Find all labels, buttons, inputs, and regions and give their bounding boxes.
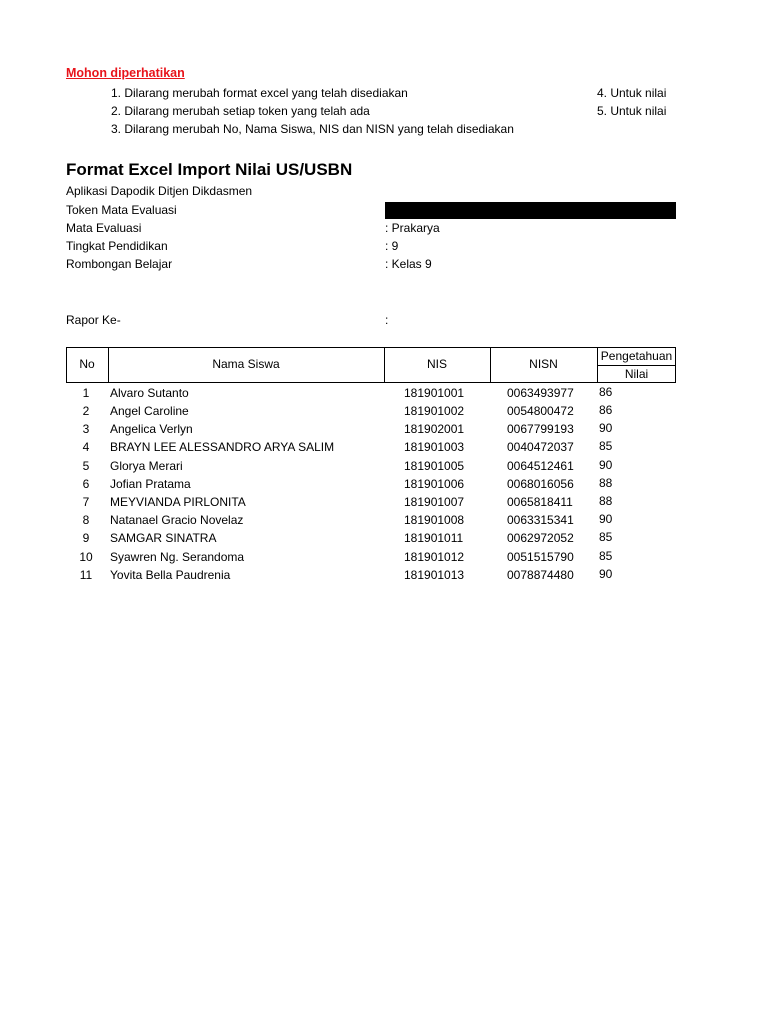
- cell-nilai[interactable]: 85: [599, 549, 613, 563]
- cell-nisn: 0068016056: [507, 477, 574, 491]
- cell-nilai[interactable]: 90: [599, 458, 613, 472]
- cell-no: 11: [79, 568, 93, 582]
- cell-nilai[interactable]: 88: [599, 494, 613, 508]
- cell-nis: 181901001: [404, 386, 465, 400]
- cell-nilai[interactable]: 90: [599, 421, 613, 435]
- header-no: No: [79, 357, 95, 371]
- cell-nisn: 0065818411: [507, 495, 573, 509]
- cell-nama: Glorya Merari: [110, 459, 183, 473]
- tingkat-value: : 9: [385, 239, 399, 253]
- rule-1: 1. Dilarang merubah format excel yang telah disediakan: [111, 86, 408, 100]
- cell-nis: 181901003: [404, 440, 465, 454]
- cell-nisn: 0040472037: [507, 440, 574, 454]
- page-title: Format Excel Import Nilai US/USBN: [66, 160, 353, 179]
- cell-nisn: 0063315341: [507, 513, 574, 527]
- cell-nilai[interactable]: 88: [599, 476, 613, 490]
- cell-nis: 181901013: [404, 568, 465, 582]
- cell-nisn: 0078874480: [507, 568, 574, 582]
- cell-nilai[interactable]: 85: [599, 530, 613, 544]
- cell-no: 8: [82, 513, 90, 527]
- cell-nis: 181901005: [404, 459, 465, 473]
- cell-nis: 181901008: [404, 513, 465, 527]
- notice-title: Mohon diperhatikan: [66, 66, 185, 80]
- cell-nama: BRAYN LEE ALESSANDRO ARYA SALIM: [110, 440, 335, 454]
- cell-nama: Angel Caroline: [110, 404, 189, 418]
- cell-nilai[interactable]: 86: [599, 385, 613, 399]
- cell-nama: MEYVIANDA PIRLONITA: [110, 495, 246, 509]
- rule-2: 2. Dilarang merubah setiap token yang telah ada: [111, 104, 370, 118]
- cell-no: 3: [82, 422, 90, 436]
- cell-nilai[interactable]: 86: [599, 403, 613, 417]
- cell-no: 4: [82, 440, 90, 454]
- cell-no: 7: [82, 495, 90, 509]
- cell-nisn: 0063493977: [507, 386, 574, 400]
- cell-nama: Angelica Verlyn: [110, 422, 193, 436]
- cell-nama: Yovita Bella Paudrenia: [110, 568, 231, 582]
- cell-nama: SAMGAR SINATRA: [110, 531, 217, 545]
- header-nilai: Nilai: [624, 367, 649, 381]
- tingkat-label: Tingkat Pendidikan: [66, 239, 168, 253]
- cell-nisn: 0064512461: [507, 459, 574, 473]
- header-nama-siswa: Nama Siswa: [212, 357, 280, 371]
- cell-nama: Natanael Gracio Novelaz: [110, 513, 244, 527]
- cell-nilai[interactable]: 90: [599, 512, 613, 526]
- cell-no: 9: [82, 531, 90, 545]
- cell-nis: 181901007: [404, 495, 465, 509]
- cell-nilai[interactable]: 90: [599, 567, 613, 581]
- cell-nisn: 0062972052: [507, 531, 574, 545]
- header-nisn: NISN: [529, 357, 558, 371]
- cell-nis: 181902001: [404, 422, 465, 436]
- cell-nisn: 0067799193: [507, 422, 574, 436]
- rapor-value: :: [385, 313, 389, 327]
- cell-no: 6: [82, 477, 90, 491]
- cell-nama: Syawren Ng. Serandoma: [110, 550, 245, 564]
- token-redacted-field: [385, 202, 676, 219]
- rombel-value: : Kelas 9: [385, 257, 432, 271]
- cell-no: 10: [79, 550, 93, 564]
- cell-nis: 181901002: [404, 404, 465, 418]
- rule-4: 4. Untuk nilai: [597, 86, 667, 100]
- cell-nama: Jofian Pratama: [110, 477, 191, 491]
- cell-nis: 181901011: [404, 531, 464, 545]
- rule-5: 5. Untuk nilai: [597, 104, 667, 118]
- header-pengetahuan: Pengetahuan: [600, 349, 673, 363]
- cell-no: 1: [82, 386, 90, 400]
- cell-nama: Alvaro Sutanto: [110, 386, 189, 400]
- rule-3: 3. Dilarang merubah No, Nama Siswa, NIS dan NISN yang telah disediakan: [111, 122, 514, 136]
- cell-nis: 181901012: [404, 550, 465, 564]
- cell-no: 2: [82, 404, 90, 418]
- cell-nisn: 0054800472: [507, 404, 574, 418]
- cell-nis: 181901006: [404, 477, 465, 491]
- cell-nisn: 0051515790: [507, 550, 574, 564]
- cell-nilai[interactable]: 85: [599, 439, 613, 453]
- token-label: Token Mata Evaluasi: [66, 203, 177, 217]
- rapor-label: Rapor Ke-: [66, 313, 121, 327]
- rombel-label: Rombongan Belajar: [66, 257, 173, 271]
- mata-evaluasi-label: Mata Evaluasi: [66, 221, 142, 235]
- header-nis: NIS: [426, 357, 447, 371]
- mata-evaluasi-value: : Prakarya: [385, 221, 440, 235]
- cell-no: 5: [82, 459, 90, 473]
- app-subtitle: Aplikasi Dapodik Ditjen Dikdasmen: [66, 184, 253, 198]
